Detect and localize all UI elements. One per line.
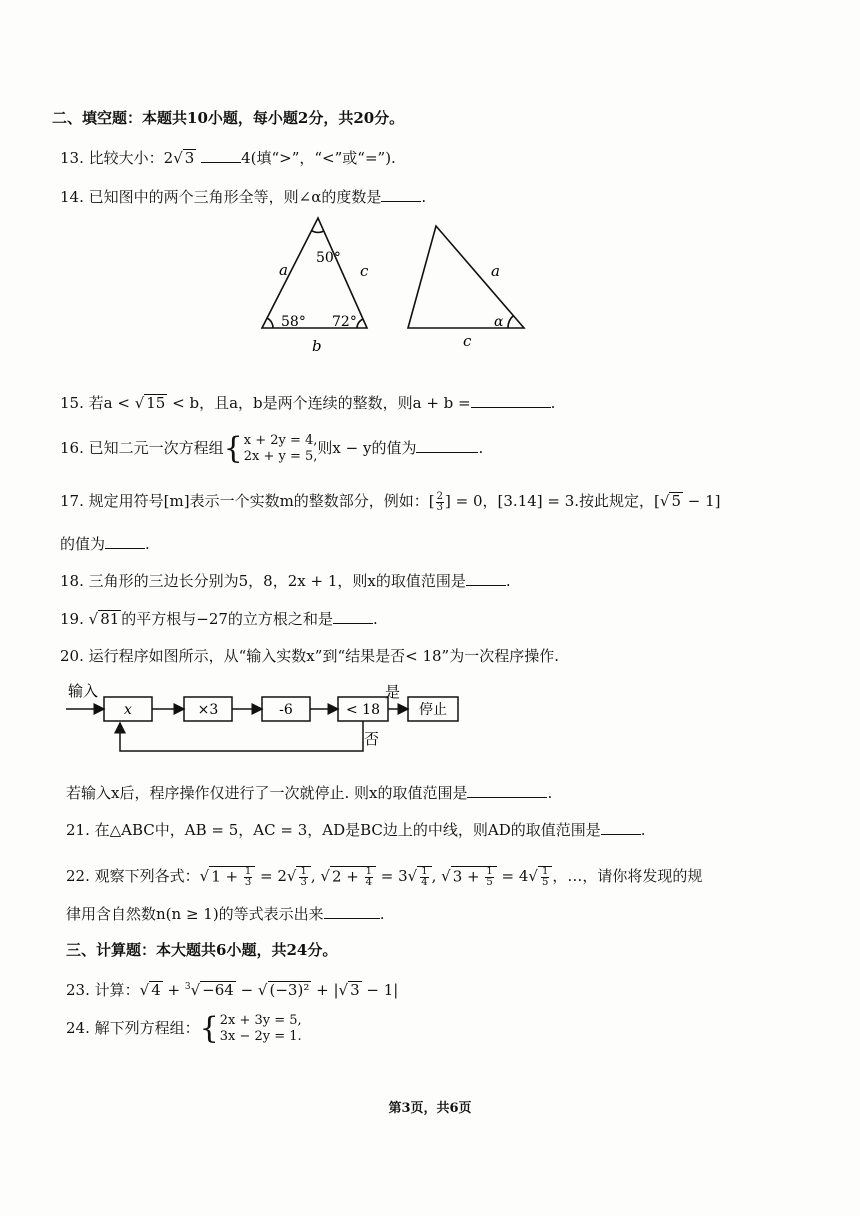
question-17-line2: 的值为 .: [60, 535, 150, 553]
question-text: 已知二元一次方程组: [88, 439, 224, 457]
flow-loop-arrow: [120, 721, 363, 751]
sqrt-radicand: (−3)²: [269, 981, 310, 999]
sqrt-radicand: −64: [202, 981, 234, 999]
brace-icon: {: [199, 1011, 219, 1046]
equation-system: 2x + 3y = 5, 3x − 2y = 1.: [219, 1013, 302, 1044]
side-c-label: c: [463, 332, 472, 350]
question-number: 19.: [60, 610, 84, 628]
sqrt-radicand: 81: [100, 610, 120, 628]
answer-blank: [324, 904, 380, 919]
question-text: 若a <: [88, 394, 130, 412]
question-23: 23. 计算：√ 4 + $^3$√ −64 − √ (−3)² + |√ 3 − 1|: [66, 981, 399, 999]
question-number: 18.: [60, 572, 84, 590]
flow-box-stop-label: 停止: [419, 702, 447, 718]
question-text: 观察下列各式：: [94, 867, 200, 885]
question-text: 计算：: [94, 981, 140, 999]
question-number: 14.: [60, 188, 84, 206]
question-text: 的值为: [60, 535, 106, 553]
side-a-label: a: [279, 261, 288, 279]
question-text: − 1]: [683, 492, 721, 510]
question-number: 21.: [66, 821, 90, 839]
question-number: 22.: [66, 867, 90, 885]
question-text: ] = 0，[3.14] = 3.按此规定，[: [445, 492, 660, 510]
angle-58-label: 58°: [281, 314, 306, 330]
cube-root-index: 3: [184, 982, 191, 992]
section-2-heading: 二、填空题：本题共10小题，每小题2分，共20分。: [52, 109, 405, 127]
question-text: ，…，请你将发现的规: [552, 867, 703, 885]
question-number: 16.: [60, 439, 84, 457]
equation-system: x + 2y = 4, 2x + y = 5,: [243, 433, 318, 464]
page-footer: 第3页，共6页: [388, 1101, 472, 1116]
sqrt-radicand: 3: [350, 981, 360, 999]
flow-no-label: 否: [364, 730, 380, 748]
sqrt-expression: 2 + $\frac{1}{4}$: [330, 866, 376, 888]
side-c-label: c: [360, 262, 369, 280]
sqrt-radicand: 15: [146, 394, 166, 412]
question-text: 4(填“>”，“<”或“=”).: [241, 149, 396, 167]
sqrt-radicand: 4: [151, 981, 161, 999]
flow-box-times3-label: ×3: [197, 702, 219, 718]
section-3-heading: 三、计算题：本大题共6小题，共24分。: [66, 941, 338, 959]
angle-50-label: 50°: [316, 250, 341, 266]
fraction: $\frac{2}{3}$: [436, 490, 444, 513]
question-14: 14. 已知图中的两个三角形全等，则∠α的度数是 .: [60, 188, 427, 206]
question-number: 20.: [60, 647, 84, 665]
sqrt-expression: $\frac{1}{4}$: [417, 866, 431, 888]
sqrt-expression: $\frac{1}{5}$: [538, 866, 552, 888]
flow-box-x-label: x: [124, 702, 132, 718]
answer-blank: [601, 820, 641, 835]
question-19: 19. √ 81 的平方根与−27的立方根之和是 .: [60, 610, 378, 628]
question-text: < b，且a，b是两个连续的整数，则a + b =: [172, 394, 471, 412]
question-24: [66, 1010, 302, 1046]
answer-blank: [467, 783, 547, 798]
question-17: 17. 规定用符号[m]表示一个实数m的整数部分，例如：[ $\frac{2}{3}$ ] = 0，[3.14] = 3.按此规定，[√ 5 − 1]: [60, 490, 721, 513]
question-text: − 1|: [361, 981, 399, 999]
sqrt-expression: $\frac{1}{3}$: [296, 866, 310, 888]
question-number: 15.: [60, 394, 84, 412]
question-20-line2: 若输入x后，程序操作仅进行了一次就停止. 则x的取值范围是 .: [66, 784, 553, 802]
question-21: 21. 在△ABC中，AB = 5，AC = 3，AD是BC边上的中线，则AD的取值范围是 .: [66, 821, 646, 839]
flow-yes-label: 是: [385, 683, 401, 701]
angle-alpha-label: α: [494, 314, 504, 330]
question-text: 若输入x后，程序操作仅进行了一次就停止. 则x的取值范围是: [66, 784, 468, 802]
question-text: 解下列方程组：: [94, 1019, 200, 1037]
question-text: 规定用符号[m]表示一个实数m的整数部分，例如：[: [88, 492, 435, 510]
sqrt-radicand: 5: [671, 492, 682, 510]
flow-box-less18-label: < 18: [346, 702, 380, 718]
question-text: 律用含自然数n(n ≥ 1)的等式表示出来: [66, 905, 324, 923]
question-text: 已知图中的两个三角形全等，则∠α的度数是: [88, 188, 382, 206]
question-text: 的平方根与−27的立方根之和是: [121, 610, 333, 628]
sqrt-expression: 3 + $\frac{1}{5}$: [451, 866, 497, 888]
question-number: 24.: [66, 1019, 90, 1037]
brace-icon: {: [223, 431, 243, 466]
question-13: 13. 比较大小：2√ 3 4(填“>”，“<”或“=”).: [60, 149, 396, 167]
question-text: 则x − y的值为: [317, 439, 417, 457]
question-text: 三角形的三边长分别为5，8，2x + 1，则x的取值范围是: [88, 572, 466, 590]
sqrt-radicand: 3: [184, 149, 195, 167]
question-15: 15. 若a < √ 15 < b，且a，b是两个连续的整数，则a + b = .: [60, 394, 556, 412]
question-22-line2: 律用含自然数n(n ≥ 1)的等式表示出来 .: [66, 905, 385, 923]
angle-72-label: 72°: [332, 314, 357, 330]
question-18: 18. 三角形的三边长分别为5，8，2x + 1，则x的取值范围是 .: [60, 572, 511, 590]
sqrt-expression: 1 + $\frac{1}{3}$: [209, 866, 255, 888]
question-number: 23.: [66, 981, 90, 999]
question-text: 运行程序如图所示，从“输入实数x”到“结果是否< 18”为一次程序操作.: [88, 647, 559, 665]
question-number: 13.: [60, 149, 84, 167]
question-number: 17.: [60, 492, 84, 510]
question-16: 16. 已知二元一次方程组{ x + 2y = 4, 2x + y = 5, 则x − y的值为 .: [60, 431, 484, 466]
question-text: 在△ABC中，AB = 5，AC = 3，AD是BC边上的中线，则AD的取值范围是: [94, 821, 601, 839]
question-22: 22. 观察下列各式：√ 1 + $\frac{1}{3}$ = 2√ $\frac{1}{3}$ , √ 2 + $\frac{1}{4}$ = 3√ $\frac{1}{4}$ , √ 3 + $\frac{1}{5}$ = 4√ $\frac{1}{5}$ ，…，请你将发现的规: [66, 865, 703, 888]
question-text: 比较大小：2: [88, 149, 174, 167]
side-a-label: a: [491, 262, 500, 280]
flow-box-minus6-label: -6: [279, 702, 293, 718]
side-b-label: b: [312, 337, 322, 355]
flow-input-label: 输入: [68, 682, 99, 700]
